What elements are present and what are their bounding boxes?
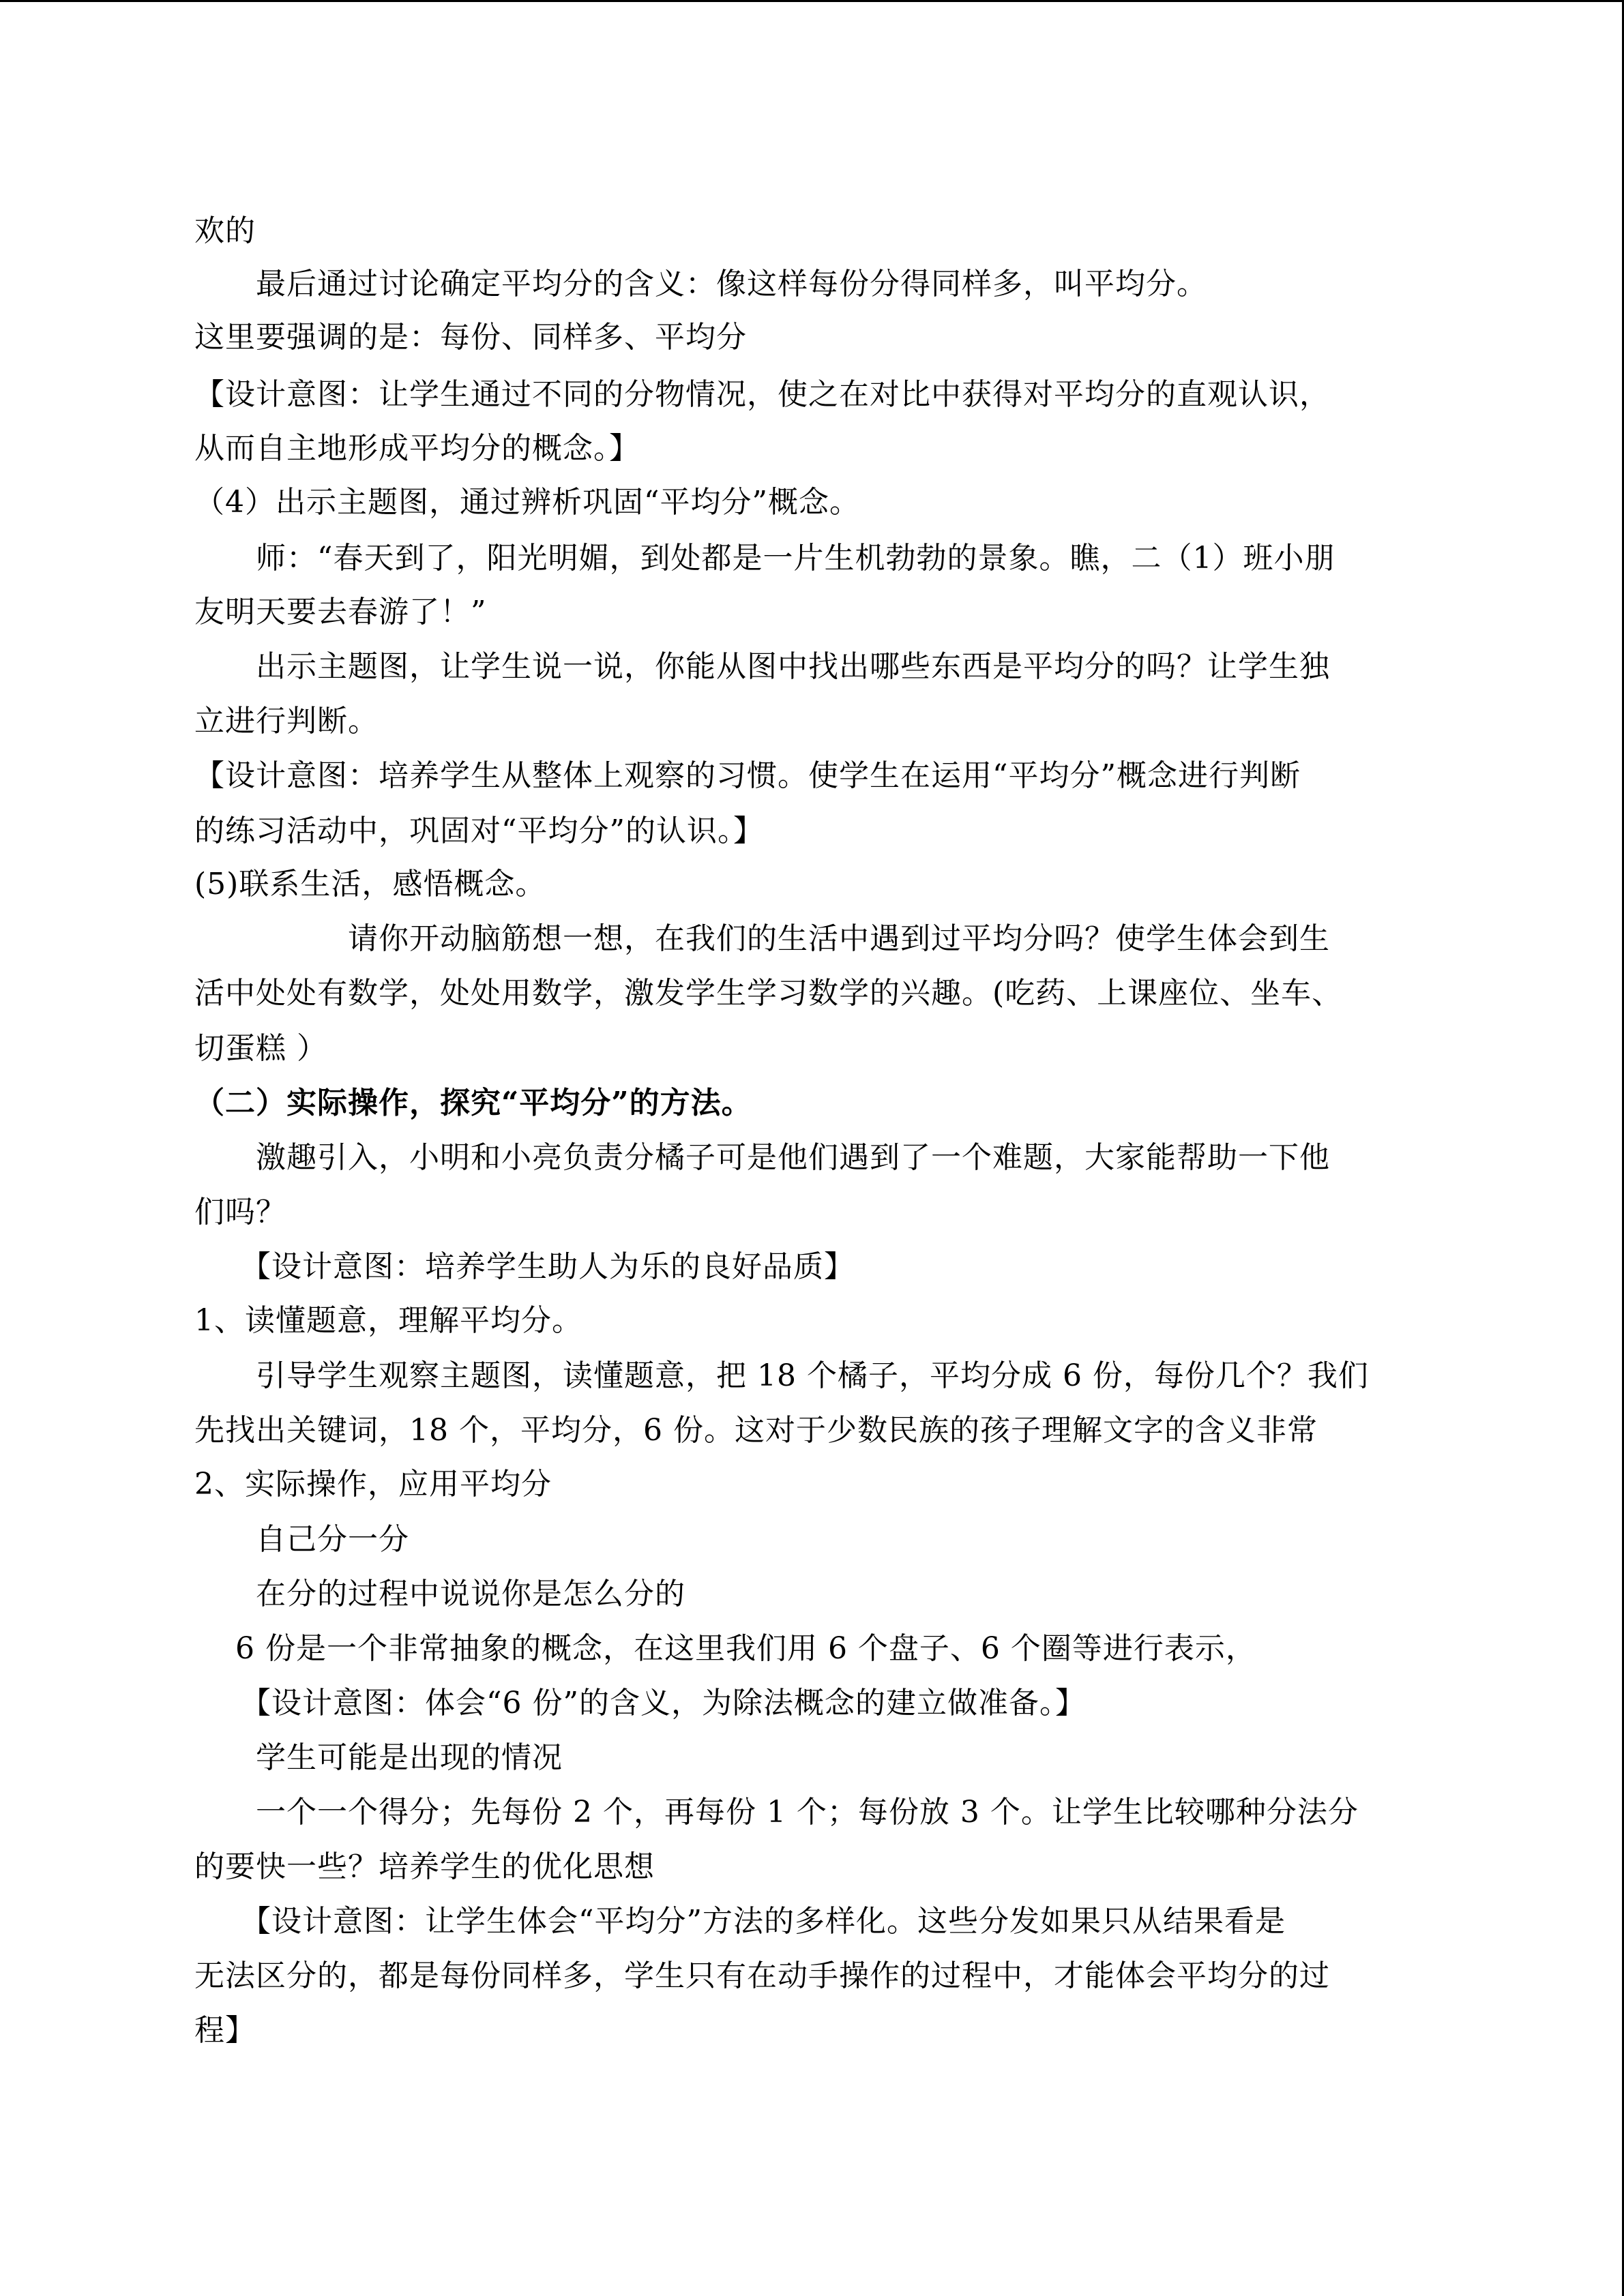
text-line: 程】 [194,2013,256,2048]
section-heading: 2、实际操作，应用平均分 [194,1467,552,1502]
text-line: 们吗？ [194,1195,286,1229]
text-line: 激趣引入，小明和小亮负责分橘子可是他们遇到了一个难题，大家能帮助一下他 [194,1140,1330,1175]
design-intent-note: 【设计意图：培养学生从整体上观察的习惯。使学生在运用“平均分”概念进行判断 [194,758,1301,793]
text-line: 请你开动脑筋想一想，在我们的生活中遇到过平均分吗？使学生体会到生 [194,921,1330,956]
design-intent-note: 【设计意图：培养学生助人为乐的良好品质】 [194,1249,855,1284]
text-line: 活中处处有数学，处处用数学，激发学生学习数学的兴趣。(吃药、上课座位、坐车、 [194,976,1343,1011]
text-line: 切蛋糕 ） [194,1031,327,1066]
section-heading-bold: （二）实际操作，探究“平均分”的方法。 [194,1086,752,1120]
text-line: 最后通过讨论确定平均分的含义：像这样每份分得同样多，叫平均分。 [194,267,1207,301]
text-line: 先找出关键词，18 个，平均分，6 份。这对于少数民族的孩子理解文字的含义非常 [194,1413,1318,1448]
text-line: 的要快一些？培养学生的优化思想 [194,1849,655,1884]
text-line: 6 份是一个非常抽象的概念，在这里我们用 6 个盘子、6 个圈等进行表示， [194,1631,1256,1666]
text-line: 在分的过程中说说你是怎么分的 [194,1577,685,1611]
text-line: 一个一个得分；先每份 2 个，再每份 1 个；每份放 3 个。让学生比较哪种分法分 [194,1795,1359,1830]
design-intent-note: 【设计意图：让学生通过不同的分物情况，使之在对比中获得对平均分的直观认识， [194,377,1330,412]
text-line: 从而自主地形成平均分的概念。】 [194,431,640,466]
design-intent-note: 【设计意图：体会“6 份”的含义，为除法概念的建立做准备。】 [194,1686,1086,1720]
design-intent-note: 【设计意图：让学生体会“平均分”方法的多样化。这些分发如果只从结果看是 [194,1904,1286,1939]
text-line: 的练习活动中，巩固对“平均分”的认识。】 [194,814,764,848]
text-line: 友明天要去春游了！” [194,595,487,629]
text-line: 这里要强调的是：每份、同样多、平均分 [194,320,747,355]
text-line: 引导学生观察主题图，读懂题意，把 18 个橘子，平均分成 6 份，每份几个？我们 [194,1358,1369,1393]
text-line: 自己分一分 [194,1522,409,1557]
section-heading: (5)联系生活，感悟概念。 [194,867,546,901]
text-line: 欢的 [194,213,256,248]
text-line: 学生可能是出现的情况 [194,1740,563,1775]
text-line: 无法区分的，都是每份同样多，学生只有在动手操作的过程中，才能体会平均分的过 [194,1958,1330,1993]
section-heading: （4）出示主题图，通过辨析巩固“平均分”概念。 [194,485,860,520]
section-heading: 1、读懂题意，理解平均分。 [194,1303,582,1338]
text-line: 师：“春天到了，阳光明媚，到处都是一片生机勃勃的景象。瞧，二（1）班小朋 [194,541,1335,576]
text-line: 出示主题图，让学生说一说，你能从图中找出哪些东西是平均分的吗？让学生独 [194,649,1330,684]
text-line: 立进行判断。 [194,704,379,739]
